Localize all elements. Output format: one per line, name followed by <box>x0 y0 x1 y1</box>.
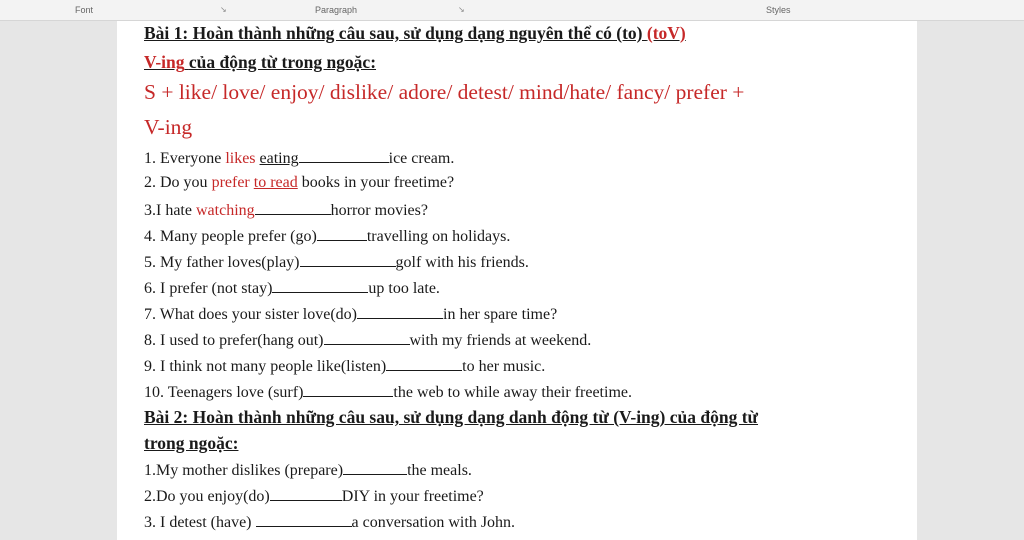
paragraph-dialog-launcher-icon[interactable]: ↘ <box>458 5 465 14</box>
exercise-1-title-suffix: của động từ trong ngoặc: <box>188 52 377 72</box>
item-text: books in your freetime? <box>297 174 455 191</box>
exercise-1-item <box>144 226 510 246</box>
item-verb: likes <box>225 150 256 167</box>
exercise-1-title-text: Bài 1: Hoàn thành những câu sau, sử dụng dạng nguyên thể có (to) <box>144 23 643 43</box>
answer-blank[interactable] <box>303 382 393 397</box>
document-page[interactable] <box>117 21 917 540</box>
item-verb: prefer <box>211 174 250 191</box>
ribbon-group-styles[interactable]: Styles <box>766 5 791 15</box>
exercise-1-item <box>144 356 545 376</box>
item-text: in her spare time? <box>443 306 558 323</box>
item-text: 10. Teenagers love (surf) <box>144 384 304 401</box>
answer-blank[interactable] <box>270 486 342 501</box>
exercise-2-item <box>144 512 515 532</box>
exercise-1-item <box>144 252 529 272</box>
answer-blank[interactable] <box>343 460 407 475</box>
item-text: 8. I used to prefer(hang out) <box>144 332 324 349</box>
item-text: DIY in your freetime? <box>341 488 484 505</box>
exercise-2-item <box>144 460 472 480</box>
exercise-1-item <box>144 174 454 192</box>
exercise-1-title-tov: (toV) <box>646 23 686 43</box>
exercise-1-title-ving: V-ing <box>144 52 185 72</box>
answer-blank[interactable] <box>272 278 368 293</box>
answer-blank[interactable] <box>300 252 396 267</box>
item-text: 3.I hate <box>144 202 196 219</box>
item-text: horror movies? <box>330 202 428 219</box>
answer-text: to read <box>253 174 298 191</box>
item-text: ice cream. <box>388 150 455 167</box>
answer-blank[interactable] <box>255 200 331 215</box>
item-text: golf with his friends. <box>395 254 529 271</box>
exercise-1-item <box>144 304 557 324</box>
answer-blank[interactable] <box>324 330 410 345</box>
item-text: 7. What does your sister love(do) <box>144 306 357 323</box>
item-text: with my friends at weekend. <box>409 332 592 349</box>
ribbon-group-font[interactable]: Font <box>75 5 94 15</box>
item-text: a conversation with John. <box>351 514 516 531</box>
item-text: 4. Many people prefer (go) <box>144 228 317 245</box>
exercise-1-item <box>144 382 632 402</box>
answer-text: eating <box>259 150 299 167</box>
item-text: 9. I think not many people like(listen) <box>144 358 387 375</box>
answer-blank[interactable] <box>386 356 462 371</box>
item-text: the meals. <box>407 462 472 479</box>
font-dialog-launcher-icon[interactable]: ↘ <box>220 5 227 14</box>
answer-text: watching <box>195 202 255 219</box>
item-text: up too late. <box>368 280 440 297</box>
answer-blank[interactable] <box>256 512 352 527</box>
item-text: travelling on holidays. <box>366 228 511 245</box>
answer-blank[interactable] <box>357 304 443 319</box>
item-text: 2. Do you <box>144 174 212 191</box>
item-text: 1.My mother dislikes (prepare) <box>144 462 344 479</box>
exercise-2-item <box>144 486 484 506</box>
answer-blank[interactable] <box>317 226 367 241</box>
exercise-1-item <box>144 200 428 220</box>
exercise-1-item <box>144 148 454 168</box>
exercise-2-title: Bài 2: Hoàn thành những câu sau, sử dụng dạng danh động từ (V-ing) của động từ <box>144 407 759 427</box>
exercise-2-title-line-2: trong ngoặc: <box>144 433 239 453</box>
ribbon-group-paragraph[interactable]: Paragraph <box>315 5 358 15</box>
grammar-formula-line-1: S + like/ love/ enjoy/ dislike/ adore/ detest/ mind/hate/ fancy/ prefer + <box>144 80 745 104</box>
exercise-1-item <box>144 330 591 350</box>
item-text: the web to while away their freetime. <box>393 384 632 401</box>
item-text: 1. Everyone <box>144 150 226 167</box>
exercise-1-item <box>144 278 440 298</box>
answer-blank[interactable] <box>299 148 389 163</box>
exercise-1-title <box>144 23 686 44</box>
grammar-formula-line-2: V-ing <box>144 115 193 139</box>
exercise-1-title-line-2 <box>144 52 376 73</box>
item-text: 6. I prefer (not stay) <box>144 280 273 297</box>
item-text: to her music. <box>462 358 546 375</box>
item-text: 2.Do you enjoy(do) <box>144 488 270 505</box>
ribbon-bar <box>0 0 1024 21</box>
item-text: 5. My father loves(play) <box>144 254 300 271</box>
item-text: 3. I detest (have) <box>144 514 256 531</box>
